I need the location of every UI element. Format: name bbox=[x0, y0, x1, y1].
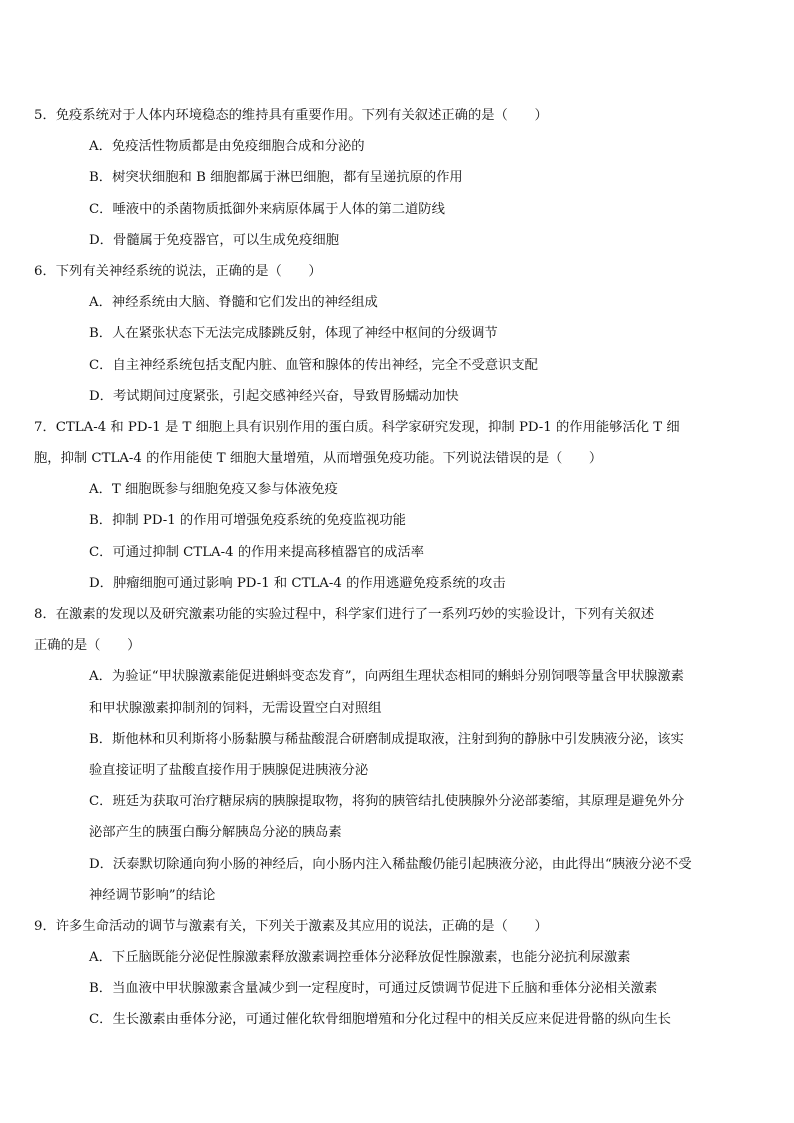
question-6 bbox=[34, 256, 724, 412]
option-b-continued: 验直接证明了盐酸直接作用于胰腺促进胰液分泌 bbox=[89, 762, 369, 778]
option-a: A．为验证“甲状腺激素能促进蝌蚪变态发育”，向两组生理状态相同的蝌蚪分别饲喂等量含甲状腺激素 bbox=[89, 669, 684, 685]
question-9 bbox=[34, 911, 724, 1036]
option-c: C．唾液中的杀菌物质抵御外来病原体属于人体的第二道防线 bbox=[89, 201, 445, 217]
option-a: A．T 细胞既参与细胞免疫又参与体液免疫 bbox=[89, 482, 338, 498]
question-stem: 5．免疫系统对于人体内环境稳态的维持具有重要作用。下列有关叙述正确的是（ ） bbox=[34, 108, 548, 123]
option-b: B．人在紧张状态下无法完成膝跳反射，体现了神经中枢间的分级调节 bbox=[89, 326, 498, 342]
question-stem: 7．CTLA-4 和 PD-1 是 T 细胞上具有识别作用的蛋白质。科学家研究发现，抑制 PD-1 的作用能够活化 T 细 bbox=[34, 419, 680, 435]
option-c: C．可通过抑制 CTLA-4 的作用来提高移植器官的成活率 bbox=[89, 544, 424, 560]
question-stem: 9．许多生命活动的调节与激素有关，下列关于激素及其应用的说法，正确的是（ ） bbox=[34, 918, 548, 934]
question-7 bbox=[34, 412, 724, 599]
option-d-continued: 神经调节影响”的结论 bbox=[89, 887, 216, 903]
question-stem: 8．在激素的发现以及研究激素功能的实验过程中，科学家们进行了一系列巧妙的实验设计，下列有关叙述 bbox=[34, 607, 655, 622]
option-c-continued: 泌部产生的胰蛋白酶分解胰岛分泌的胰岛素 bbox=[89, 825, 342, 841]
option-c: C．班廷为获取可治疗糖尿病的胰腺提取物，将狗的胰管结扎使胰腺外分泌部萎缩，其原理是避免外分 bbox=[89, 794, 685, 810]
option-b: B．斯他林和贝利斯将小肠黏膜与稀盐酸混合研磨制成提取液，注射到狗的静脉中引发胰液分泌，该实 bbox=[89, 731, 684, 747]
option-c: C．生长激素由垂体分泌，可通过催化软骨细胞增殖和分化过程中的相关反应来促进骨骼的纵向生长 bbox=[89, 1012, 671, 1028]
question-stem-continued: 正确的是（ ） bbox=[34, 638, 141, 654]
option-c: C．自主神经系统包括支配内脏、血管和腺体的传出神经，完全不受意识支配 bbox=[89, 357, 538, 373]
option-b: B．抑制 PD-1 的作用可增强免疫系统的免疫监视功能 bbox=[89, 513, 406, 529]
option-a: A．神经系统由大脑、脊髓和它们发出的神经组成 bbox=[89, 295, 378, 311]
option-d: D．考试期间过度紧张，引起交感神经兴奋，导致胃肠蠕动加快 bbox=[89, 388, 459, 404]
option-d: D．沃泰默切除通向狗小肠的神经后，向小肠内注入稀盐酸仍能引起胰液分泌，由此得出“胰液分泌不受 bbox=[89, 856, 692, 872]
question-5 bbox=[34, 100, 724, 256]
option-d: D．骨髓属于免疫器官，可以生成免疫细胞 bbox=[89, 232, 340, 248]
option-b: B．当血液中甲状腺激素含量减少到一定程度时，可通过反馈调节促进下丘脑和垂体分泌相关激素 bbox=[89, 981, 658, 997]
question-stem: 6．下列有关神经系统的说法，正确的是（ ） bbox=[34, 263, 322, 279]
option-a: A．下丘脑既能分泌促性腺激素释放激素调控垂体分泌释放促性腺激素，也能分泌抗利尿激素 bbox=[89, 950, 631, 966]
option-d: D．肿瘤细胞可通过影响 PD-1 和 CTLA-4 的作用逃避免疫系统的攻击 bbox=[89, 575, 506, 591]
option-b: B．树突状细胞和 B 细胞都属于淋巴细胞，都有呈递抗原的作用 bbox=[89, 170, 463, 186]
question-8 bbox=[34, 599, 724, 911]
option-a-continued: 和甲状腺激素抑制剂的饲料，无需设置空白对照组 bbox=[89, 700, 382, 716]
option-a: A．免疫活性物质都是由免疫细胞合成和分泌的 bbox=[89, 139, 365, 155]
question-stem-continued: 胞，抑制 CTLA-4 的作用能使 T 细胞大量增殖，从而增强免疫功能。下列说法错误的是（ ） bbox=[34, 451, 603, 467]
